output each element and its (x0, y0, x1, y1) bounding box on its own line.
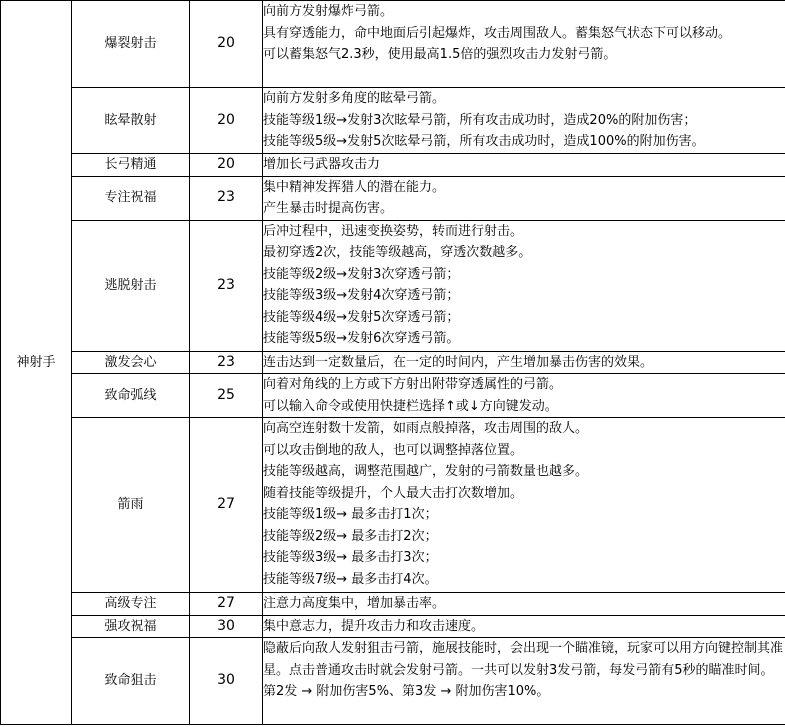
description-line: 后冲过程中，迅速变换姿势，转而进行射击。 (263, 223, 524, 239)
skill-name-cell: 专注祝福 (72, 176, 190, 220)
skill-row (1, 593, 785, 616)
skill-description-cell (263, 220, 785, 351)
skill-description-cell (263, 88, 785, 154)
skill-description-cell (263, 638, 785, 725)
description-line: 向前方发射爆炸弓箭。 (263, 4, 394, 19)
skill-row (1, 220, 785, 351)
skill-level-cell: 20 (190, 1, 263, 88)
description-line: 最初穿透2次，技能等级越高，穿透次数越多。 (263, 245, 532, 260)
skill-description-cell (263, 1, 785, 88)
skill-level-cell: 20 (190, 88, 263, 154)
description-line: 技能等级1级→发射3次眩晕弓箭，所有攻击成功时，造成20%的附加伤害； (263, 112, 697, 128)
skill-name-cell: 致命弧线 (72, 374, 190, 418)
skill-name-cell: 激发会心 (72, 351, 190, 374)
description-line: 随着技能等级提升，个人最大击打次数增加。 (263, 485, 524, 501)
description-line: 技能等级3级→发射4次穿透弓箭； (263, 288, 460, 303)
skill-name-cell: 逃脱射击 (72, 220, 190, 351)
description-line: 技能等级5级→发射5次眩晕弓箭，所有攻击成功时，造成100%的附加伤害。 (263, 134, 705, 149)
skill-name-cell: 强攻祝福 (72, 615, 190, 638)
description-line: 向着对角线的上方或下方射出附带穿透属性的弓箭。 (263, 377, 563, 392)
description-line: 技能等级5级→发射6次穿透弓箭。 (263, 331, 460, 346)
class-name-cell: 神射手 (1, 1, 72, 725)
description-line: 注意力高度集中，增加暴击率。 (263, 596, 446, 611)
description-line: 向前方发射多角度的眩晕弓箭。 (263, 91, 446, 106)
skill-level-cell: 25 (190, 374, 263, 418)
description-line: 技能等级3级→ 最多击打3次； (263, 550, 438, 565)
skill-description-cell (263, 154, 785, 177)
skill-level-cell: 27 (190, 593, 263, 616)
description-line: 集中意志力，提升攻击力和攻击速度。 (263, 618, 485, 634)
skill-description-cell (263, 418, 785, 593)
skill-row (1, 176, 785, 220)
skill-name-cell: 箭雨 (72, 418, 190, 593)
description-line: 技能等级2级→发射3次穿透弓箭； (263, 266, 460, 282)
description-line: 隐蔽后向敌人发射狙击弓箭，施展技能时，会出现一个瞄准镜，玩家可以用方向键控制其准星。点击普通攻击时就会发射弓箭。一共可以发射3发弓箭，每发弓箭有5秒的瞄准时间。 (263, 641, 784, 678)
description-line: 技能等级越高，调整范围越广，发射的弓箭数量也越多。 (263, 464, 589, 479)
description-line: 集中精神发挥猎人的潜在能力。 (263, 179, 446, 195)
skill-name-cell: 长弓精通 (72, 154, 190, 177)
skill-row (1, 418, 785, 593)
skill-description-cell (263, 593, 785, 616)
description-line: 连击达到一定数量后，在一定的时间内，产生增加暴击伤害的效果。 (263, 354, 654, 370)
skill-level-cell: 27 (190, 418, 263, 593)
skill-description-cell (263, 374, 785, 418)
description-line: 技能等级7级→ 最多击打4次。 (263, 571, 438, 587)
skill-level-cell: 23 (190, 351, 263, 374)
description-line: 向高空连射数十发箭，如雨点般掉落，攻击周围的敌人。 (263, 421, 589, 436)
skill-level-cell: 30 (190, 615, 263, 638)
description-line: 第2发 → 附加伤害5%、第3发 → 附加伤害10%。 (263, 684, 550, 699)
description-line: 可以蓄集怒气2.3秒，使用最高1.5倍的强烈攻击力发射弓箭。 (263, 47, 617, 62)
skill-table-body (1, 1, 785, 725)
skill-row (1, 374, 785, 418)
description-line: 可以输入命令或使用快捷栏选择↑或↓方向键发动。 (263, 398, 558, 414)
skill-row (1, 351, 785, 374)
skill-description-cell (263, 176, 785, 220)
description-line: 技能等级4级→发射5次穿透弓箭； (263, 309, 460, 325)
skill-row (1, 154, 785, 177)
skill-name-cell: 高级专注 (72, 593, 190, 616)
description-line: 技能等级1级→ 最多击打1次； (263, 507, 438, 522)
skill-row (1, 615, 785, 638)
skill-row (1, 1, 785, 88)
skill-level-cell: 23 (190, 220, 263, 351)
skill-description-cell (263, 615, 785, 638)
description-line: 增加长弓武器攻击力 (263, 157, 381, 172)
skill-name-cell: 爆裂射击 (72, 1, 190, 88)
description-line: 具有穿透能力，命中地面后引起爆炸，攻击周围敌人。蓄集怒气状态下可以移动。 (263, 25, 732, 41)
description-line: 可以攻击倒地的敌人，也可以调整掉落位置。 (263, 442, 524, 458)
description-line: 产生暴击时提高伤害。 (263, 201, 394, 216)
skill-row (1, 638, 785, 725)
skill-level-cell: 20 (190, 154, 263, 177)
skill-level-cell: 23 (190, 176, 263, 220)
skill-name-cell: 眩晕散射 (72, 88, 190, 154)
skill-row (1, 88, 785, 154)
description-line: 技能等级2级→ 最多击打2次； (263, 528, 438, 544)
skill-level-cell: 30 (190, 638, 263, 725)
skill-name-cell: 致命狙击 (72, 638, 190, 725)
skill-description-cell (263, 351, 785, 374)
